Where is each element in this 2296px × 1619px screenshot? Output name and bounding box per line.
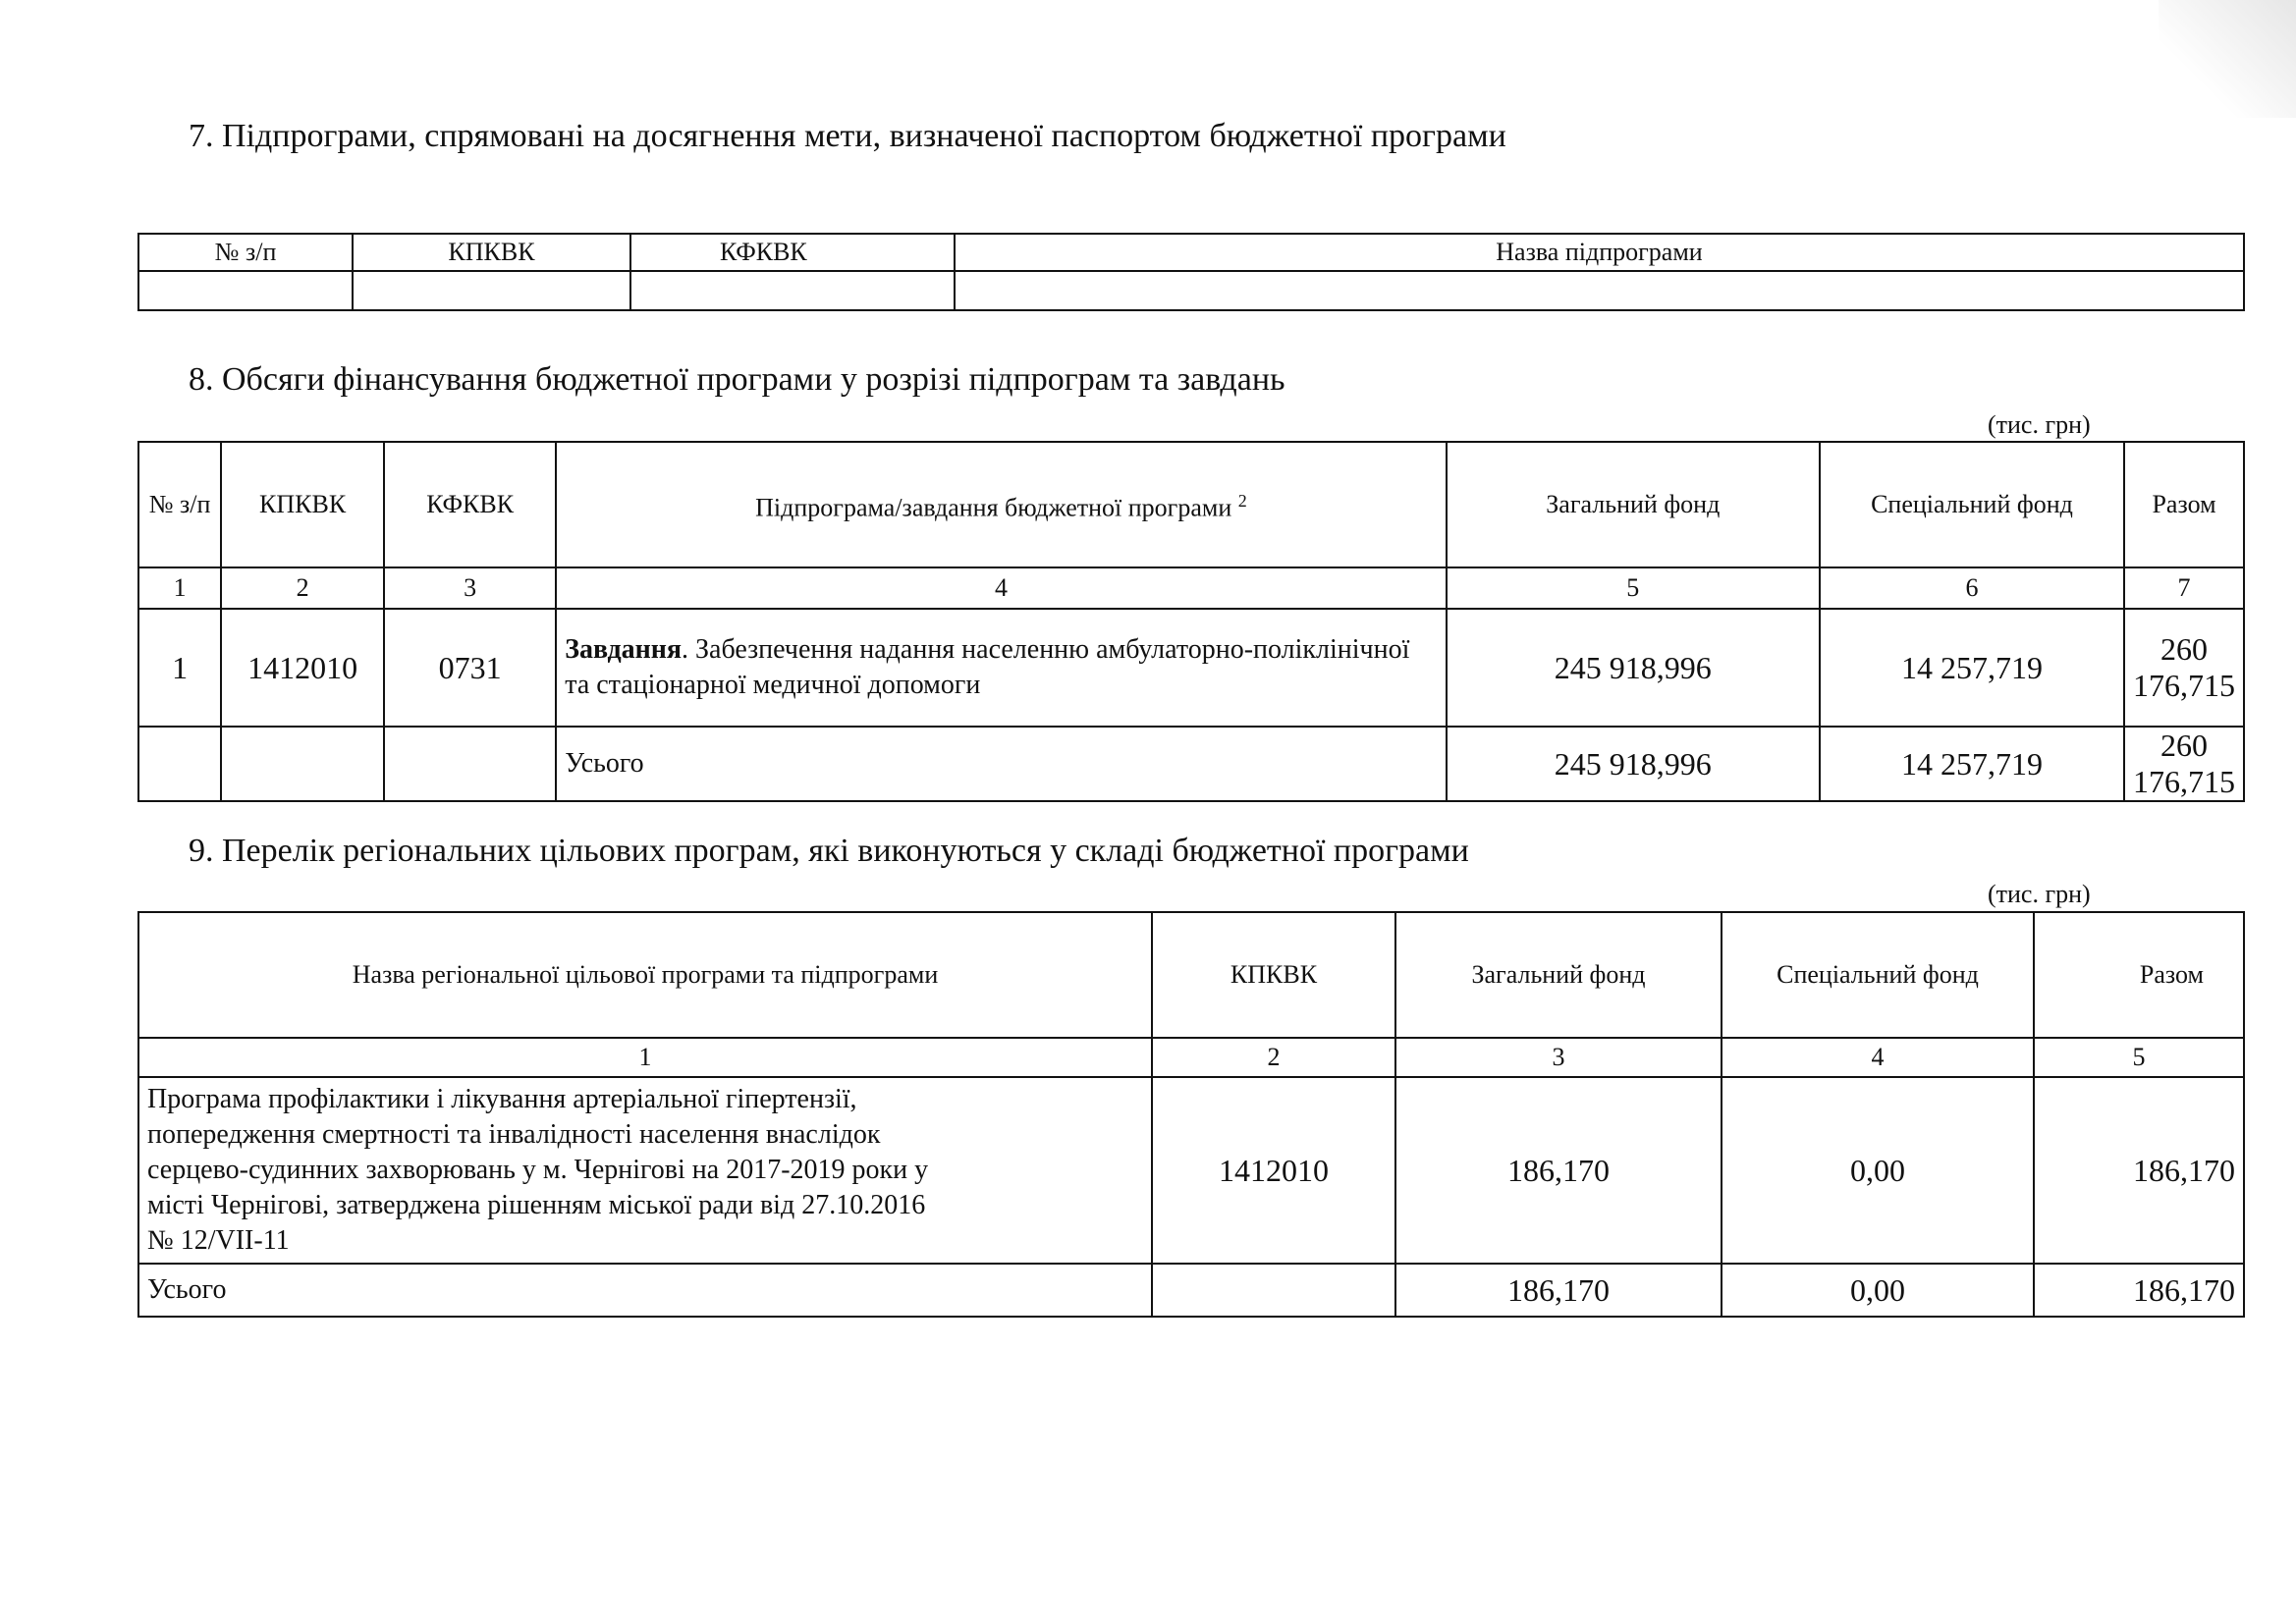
program-name-line: попередження смертності та інвалідності населення внаслідок: [147, 1119, 881, 1150]
header-special-fund: Спеціальний фонд: [1820, 442, 2124, 567]
header-total: Разом: [2124, 442, 2244, 567]
total-label: Усього: [138, 1264, 1152, 1317]
total-total: 186,170: [2034, 1264, 2244, 1317]
header-kpkvk: КПКВК: [353, 234, 630, 271]
total-special-fund: 14 257,719: [1820, 727, 2124, 801]
row-program-name: [138, 1077, 1152, 1264]
header-general-fund: Загальний фонд: [1395, 912, 1722, 1038]
task-text: . Забезпечення надання населенню амбулаторно-поліклінічної та стаціонарної медичної допомоги: [565, 634, 1410, 700]
row-general-fund: 245 918,996: [1447, 609, 1820, 727]
row-num: 1: [138, 609, 221, 727]
header-num: № з/п: [138, 442, 221, 567]
header-kpkvk: КПКВК: [221, 442, 384, 567]
regional-programs-table: [137, 911, 2245, 1318]
col-number: 3: [1395, 1038, 1722, 1077]
row-total: 186,170: [2034, 1077, 2244, 1264]
total-general-fund: 245 918,996: [1447, 727, 1820, 801]
empty-cell: [630, 271, 955, 310]
row-general-fund: 186,170: [1395, 1077, 1722, 1264]
empty-cell: [138, 271, 353, 310]
col-number: 2: [221, 567, 384, 609]
empty-cell: [353, 271, 630, 310]
program-name-line: місті Чернігові, затверджена рішенням міської ради від 27.10.2016: [147, 1190, 926, 1220]
total-row: [138, 1264, 2244, 1317]
total-special-fund: 0,00: [1722, 1264, 2034, 1317]
empty-cell: [955, 271, 2244, 310]
col-number: 1: [138, 1038, 1152, 1077]
header-kpkvk: КПКВК: [1152, 912, 1395, 1038]
col-number: 5: [1447, 567, 1820, 609]
row-kpkvk: 1412010: [221, 609, 384, 727]
row-task: [556, 609, 1446, 727]
header-kfkvk: КФКВК: [384, 442, 556, 567]
header-general-fund: Загальний фонд: [1447, 442, 1820, 567]
total-total: 260 176,715: [2124, 727, 2244, 801]
col-number: 7: [2124, 567, 2244, 609]
col-number: 4: [1722, 1038, 2034, 1077]
section-8-title: 8. Обсяги фінансування бюджетної програми у розрізі підпрограм та завдань: [189, 361, 1285, 398]
row-special-fund: 14 257,719: [1820, 609, 2124, 727]
empty-cell: [138, 727, 221, 801]
section-9-unit: (тис. грн): [1988, 880, 2091, 908]
task-label: Завдання: [565, 634, 683, 665]
col-number: 5: [2034, 1038, 2244, 1077]
row-total: 260 176,715: [2124, 609, 2244, 727]
header-task: Підпрограма/завдання бюджетної програми $^2$: [556, 442, 1446, 567]
table-row: [138, 1077, 2244, 1264]
header-program-name: Назва регіональної цільової програми та підпрограми: [138, 912, 1152, 1038]
financing-table: [137, 441, 2245, 802]
header-kfkvk: КФКВК: [630, 234, 955, 271]
total-row: [138, 727, 2244, 801]
program-name-line: серцево-судинних захворювань у м. Чернігові на 2017-2019 роки у: [147, 1155, 929, 1185]
total-general-fund: 186,170: [1395, 1264, 1722, 1317]
col-number: 4: [556, 567, 1446, 609]
header-special-fund: Спеціальний фонд: [1722, 912, 2034, 1038]
col-number: 3: [384, 567, 556, 609]
header-total: Разом: [2034, 912, 2244, 1038]
section-7-title: 7. Підпрограми, спрямовані на досягнення мети, визначеної паспортом бюджетної програми: [189, 118, 1506, 154]
section-9-title: 9. Перелік регіональних цільових програм, які виконуються у складі бюджетної програми: [189, 833, 1469, 869]
program-name-line: № 12/VII-11: [147, 1225, 290, 1256]
header-num: № з/п: [138, 234, 353, 271]
empty-cell: [221, 727, 384, 801]
empty-cell: [1152, 1264, 1395, 1317]
table-row: [138, 609, 2244, 727]
subprograms-table: [137, 233, 2245, 311]
header-subprogram-name: Назва підпрограми: [955, 234, 2244, 271]
col-number: 2: [1152, 1038, 1395, 1077]
total-label: Усього: [556, 727, 1446, 801]
section-8-unit: (тис. грн): [1988, 410, 2091, 439]
empty-cell: [384, 727, 556, 801]
row-kpkvk: 1412010: [1152, 1077, 1395, 1264]
col-number: 6: [1820, 567, 2124, 609]
col-number: 1: [138, 567, 221, 609]
program-name-line: Програма профілактики і лікування артеріальної гіпертензії,: [147, 1084, 857, 1114]
row-special-fund: 0,00: [1722, 1077, 2034, 1264]
row-kfkvk: 0731: [384, 609, 556, 727]
footnote-mark: 2: [1237, 491, 1247, 512]
page-fold-shadow: [2159, 0, 2296, 118]
